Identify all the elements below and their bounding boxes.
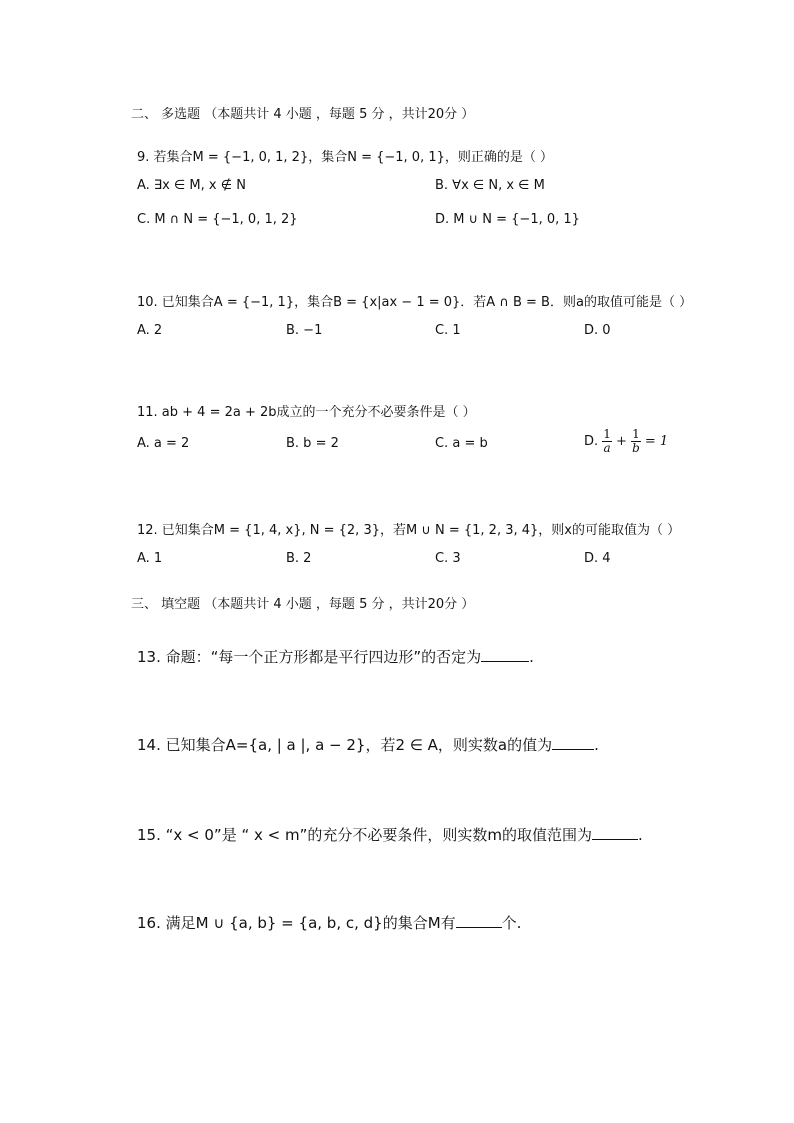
question-14-end: . bbox=[594, 736, 599, 754]
question-9-option-a: A. ∃x ∈ M, x ∉ N bbox=[137, 178, 246, 193]
question-16 bbox=[137, 914, 521, 932]
question-12-stem: 12. 已知集合M = {1, 4, x}, N = {2, 3}，若M ∪ N = {1, 2, 3, 4}，则x的可能取值为（ ） bbox=[137, 523, 681, 538]
question-10-option-d: D. 0 bbox=[584, 323, 611, 338]
question-14 bbox=[137, 736, 599, 754]
fraction-denominator: a bbox=[603, 441, 611, 455]
question-11-option-b: B. b = 2 bbox=[286, 436, 339, 451]
question-9-option-c: C. M ∩ N = {−1, 0, 1, 2} bbox=[137, 212, 298, 227]
fraction-numerator: 1 bbox=[632, 427, 640, 441]
question-16-end: 个. bbox=[501, 914, 522, 932]
question-13-end: . bbox=[529, 648, 534, 666]
question-9-option-d: D. M ∪ N = {−1, 0, 1} bbox=[435, 212, 580, 227]
question-12-option-d: D. 4 bbox=[584, 551, 611, 566]
fraction-one-over-a bbox=[602, 428, 612, 455]
option-d-prefix: D. bbox=[584, 434, 603, 449]
question-15-text: 15. “x < 0”是 “ x < m”的充分不必要条件，则实数m的取值范围为 bbox=[137, 826, 592, 844]
question-13 bbox=[137, 648, 534, 666]
question-12-option-a: A. 1 bbox=[137, 551, 163, 566]
equals-one: = 1 bbox=[640, 434, 669, 449]
question-10-option-c: C. 1 bbox=[435, 323, 461, 338]
question-14-text: 14. 已知集合A={a, | a |, a − 2}，若2 ∈ A，则实数a的值为 bbox=[137, 736, 553, 754]
answer-blank[interactable] bbox=[481, 649, 529, 662]
question-13-text: 13. 命题：“每一个正方形都是平行四边形”的否定为 bbox=[137, 648, 482, 666]
section-3-heading: 三、 填空题 （本题共计 4 小题 ，每题 5 分 ，共计20分 ） bbox=[131, 597, 475, 612]
question-11-option-a: A. a = 2 bbox=[137, 436, 190, 451]
question-9-option-b: B. ∀x ∈ N, x ∈ M bbox=[435, 178, 545, 193]
question-12-option-b: B. 2 bbox=[286, 551, 312, 566]
question-10-stem: 10. 已知集合A = {−1, 1}，集合B = {x|ax − 1 = 0}．若A ∩ B = B．则a的取值可能是（ ） bbox=[137, 295, 693, 310]
answer-blank[interactable] bbox=[456, 915, 502, 928]
question-15-end: . bbox=[637, 826, 643, 844]
question-10-option-b: B. −1 bbox=[286, 323, 323, 338]
fraction-denominator: b bbox=[632, 441, 640, 455]
question-12-option-c: C. 3 bbox=[435, 551, 461, 566]
question-9-stem: 9. 若集合M = {−1, 0, 1, 2}，集合N = {−1, 0, 1}，则正确的是（ ） bbox=[137, 150, 554, 165]
plus-sign: + bbox=[611, 434, 632, 449]
question-11-stem: 11. ab + 4 = 2a + 2b成立的一个充分不必要条件是（ ） bbox=[137, 405, 476, 420]
section-2-heading: 二、 多选题 （本题共计 4 小题 ，每题 5 分 ，共计20分 ） bbox=[131, 107, 475, 122]
question-16-text: 16. 满足M ∪ {a, b} = {a, b, c, d}的集合M有 bbox=[137, 914, 456, 932]
answer-blank[interactable] bbox=[552, 737, 594, 750]
fraction-numerator: 1 bbox=[603, 427, 611, 441]
question-11-option-d bbox=[584, 427, 668, 457]
answer-blank[interactable] bbox=[592, 827, 638, 840]
question-10-option-a: A. 2 bbox=[137, 323, 163, 338]
question-15 bbox=[137, 826, 643, 844]
fraction-one-over-b bbox=[631, 428, 641, 455]
question-11-option-c: C. a = b bbox=[435, 436, 488, 451]
